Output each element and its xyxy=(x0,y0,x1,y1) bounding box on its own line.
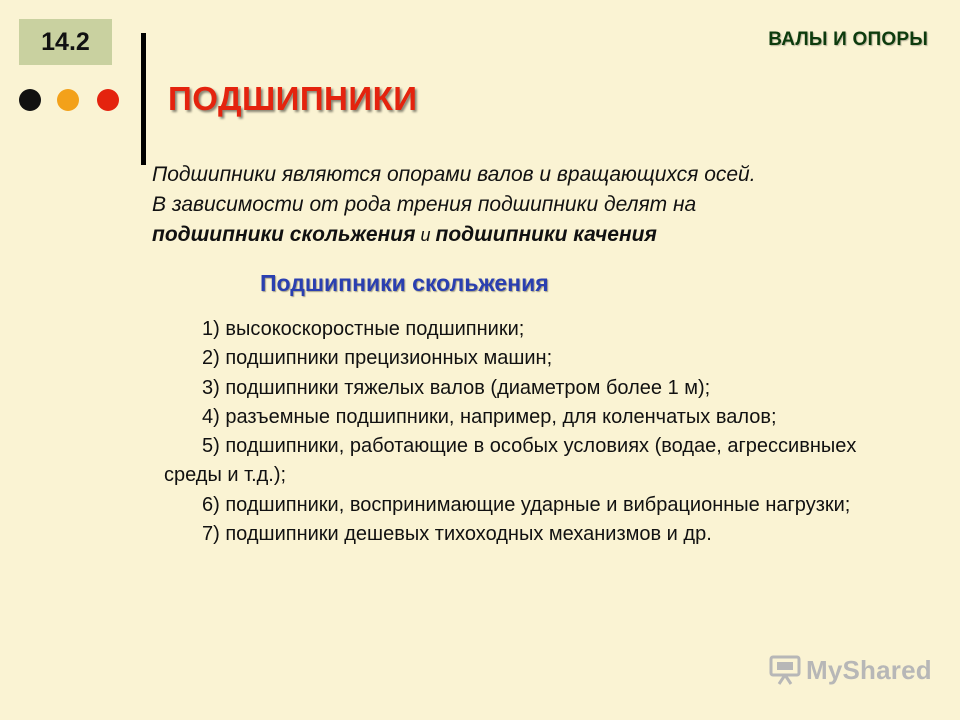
list-item: 3) подшипники тяжелых валов (диаметром более 1 м); xyxy=(202,376,711,399)
intro-paragraph xyxy=(152,160,912,250)
list-item: 1) высокоскоростные подшипники; xyxy=(202,318,525,340)
list-item: 4) разъемные подшипники, например, для коленчатых валов; xyxy=(202,405,777,428)
chapter-title: ВАЛЫ И ОПОРЫ xyxy=(768,29,928,50)
list-item: 6) подшипники, воспринимающие ударные и вибрационные нагрузки; xyxy=(202,493,851,516)
section-number-badge xyxy=(19,19,112,65)
intro-line-3 xyxy=(152,220,912,250)
watermark-text: MyShared xyxy=(806,654,932,685)
section-number: 14.2 xyxy=(41,27,90,56)
orange-dot-icon xyxy=(57,89,79,111)
list-item: 5) подшипники, работающие в особых условиях (водае, агрессивныеx среды и т.д.); xyxy=(164,435,857,487)
presentation-board-icon xyxy=(768,654,802,686)
intro-bold-rolling: подшипники качения xyxy=(435,223,657,246)
intro-conjunction: и xyxy=(415,225,436,245)
list-item: 2) подшипники прецизионных машин; xyxy=(202,347,553,370)
watermark xyxy=(768,654,932,686)
list-item: 7) подшипники дешевых тихоходных механизмов и др. xyxy=(202,523,712,546)
bearing-list xyxy=(164,315,894,549)
slide-title: ПОДШИПНИКИ xyxy=(168,80,418,117)
intro-line-1: Подшипники являются опорами валов и вращающихся осей. xyxy=(152,163,756,186)
intro-line-2: В зависимости от рода трения подшипники делят на xyxy=(152,193,697,216)
black-dot-icon xyxy=(19,89,41,111)
vertical-divider xyxy=(141,33,146,165)
intro-bold-sliding: подшипники скольжения xyxy=(152,223,416,246)
section-subtitle: Подшипники скольжения xyxy=(260,270,549,296)
red-dot-icon xyxy=(97,89,119,111)
